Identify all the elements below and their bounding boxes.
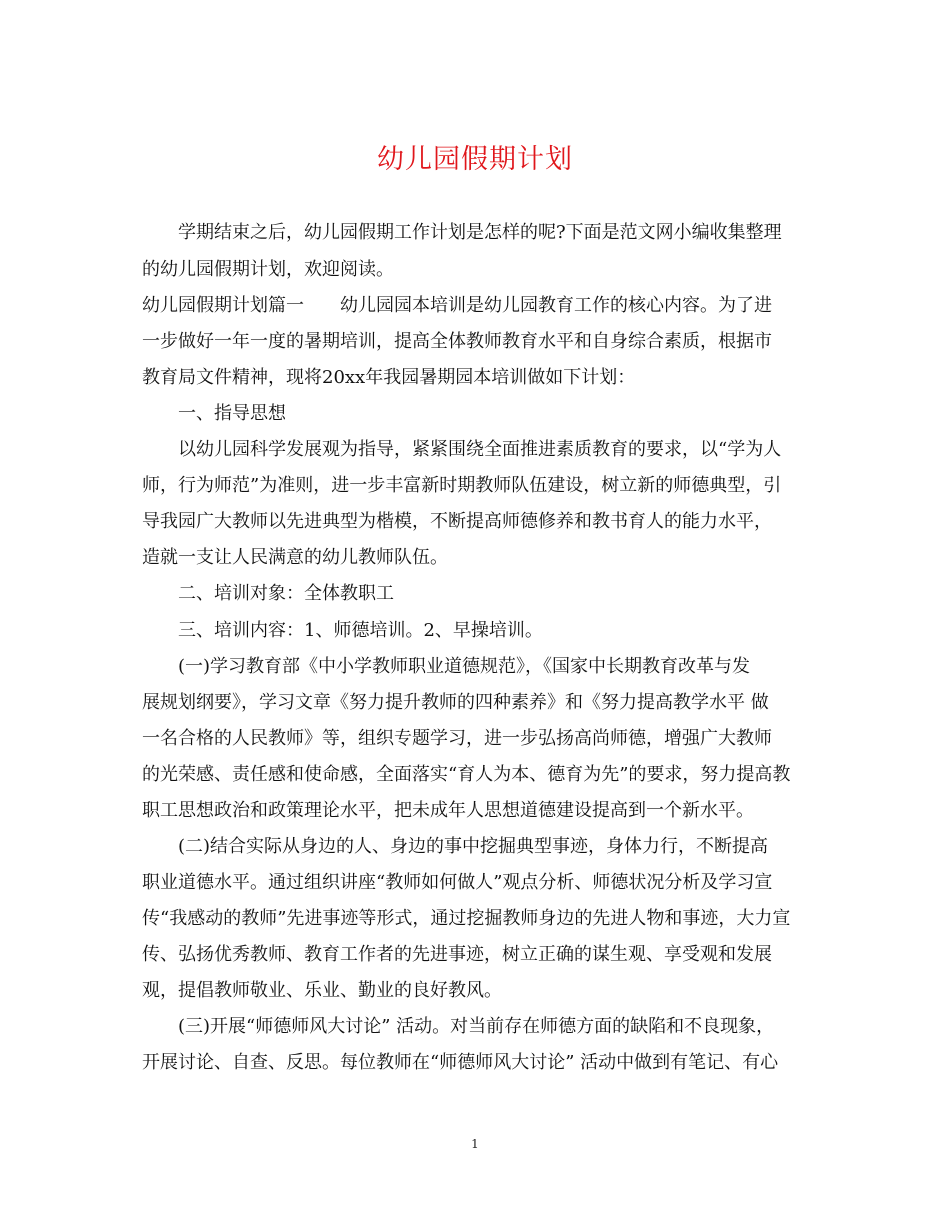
text-line: 的光荣感、责任感和使命感，全面落实“育人为本、德育为先”的要求，努力提高教 xyxy=(142,764,791,785)
text-line: 一名合格的人民教师》等，组织专题学习，进一步弘扬高尚师德，增强广大教师 xyxy=(142,728,772,749)
text-line: 幼儿园假期计划篇一 幼儿园园本培训是幼儿园教育工作的核心内容。为了进 xyxy=(142,295,772,316)
text-line: 职业道德水平。通过组织讲座“教师如何做人”观点分析、师德状况分析及学习宣 xyxy=(142,872,773,893)
section-heading: 一、指导思想 xyxy=(178,403,286,424)
text-line: 造就一支让人民满意的幼儿教师队伍。 xyxy=(142,547,448,568)
page-number: 1 xyxy=(471,1137,479,1151)
text-line: (三)开展“师德师风大讨论” 活动。对当前存在师德方面的缺陷和不良现象， xyxy=(178,1016,775,1037)
text-line: 的幼儿园假期计划，欢迎阅读。 xyxy=(142,259,394,280)
text-line: 导我园广大教师以先进典型为楷模，不断提高师德修养和教书育人的能力水平， xyxy=(142,511,772,532)
section-heading: 三、培训内容：1、师德培训。2、早操培训。 xyxy=(178,620,543,641)
text-line: 开展讨论、自查、反思。每位教师在“师德师风大讨论” 活动中做到有笔记、有心 xyxy=(142,1052,779,1073)
text-line: 教育局文件精神，现将20xx年我园暑期园本培训做如下计划： xyxy=(142,367,636,388)
text-line: 学期结束之后，幼儿园假期工作计划是怎样的呢?下面是范文网小编收集整理 xyxy=(178,222,782,243)
section-heading: 二、培训对象：全体教职工 xyxy=(178,583,394,604)
text-line: 师，行为师范”为准则，进一步丰富新时期教师队伍建设，树立新的师德典型，引 xyxy=(142,475,782,496)
text-line: 观，提倡教师敬业、乐业、勤业的良好教风。 xyxy=(142,980,502,1001)
text-line: 以幼儿园科学发展观为指导，紧紧围绕全面推进素质教育的要求，以“学为人 xyxy=(178,439,782,460)
text-line: 职工思想政治和政策理论水平，把未成年人思想道德建设提高到一个新水平。 xyxy=(142,800,754,821)
text-line: 传“我感动的教师”先进事迹等形式，通过挖掘教师身边的先进人物和事迹，大力宣 xyxy=(142,908,791,929)
text-line: (一)学习教育部《中小学教师职业道德规范》，《国家中长期教育改革与发 xyxy=(178,656,751,677)
text-line: (二)结合实际从身边的人、身边的事中挖掘典型事迹，身体力行，不断提高 xyxy=(178,836,769,857)
document-title: 幼儿园假期计划 xyxy=(377,144,573,175)
text-line: 展规划纲要》，学习文章《努力提升教师的四种素养》和《努力提高教学水平 做 xyxy=(142,692,769,713)
text-line: 一步做好一年一度的暑期培训，提高全体教师教育水平和自身综合素质，根据市 xyxy=(142,331,772,352)
text-line: 传、弘扬优秀教师、教育工作者的先进事迹，树立正确的谋生观、享受观和发展 xyxy=(142,944,772,965)
